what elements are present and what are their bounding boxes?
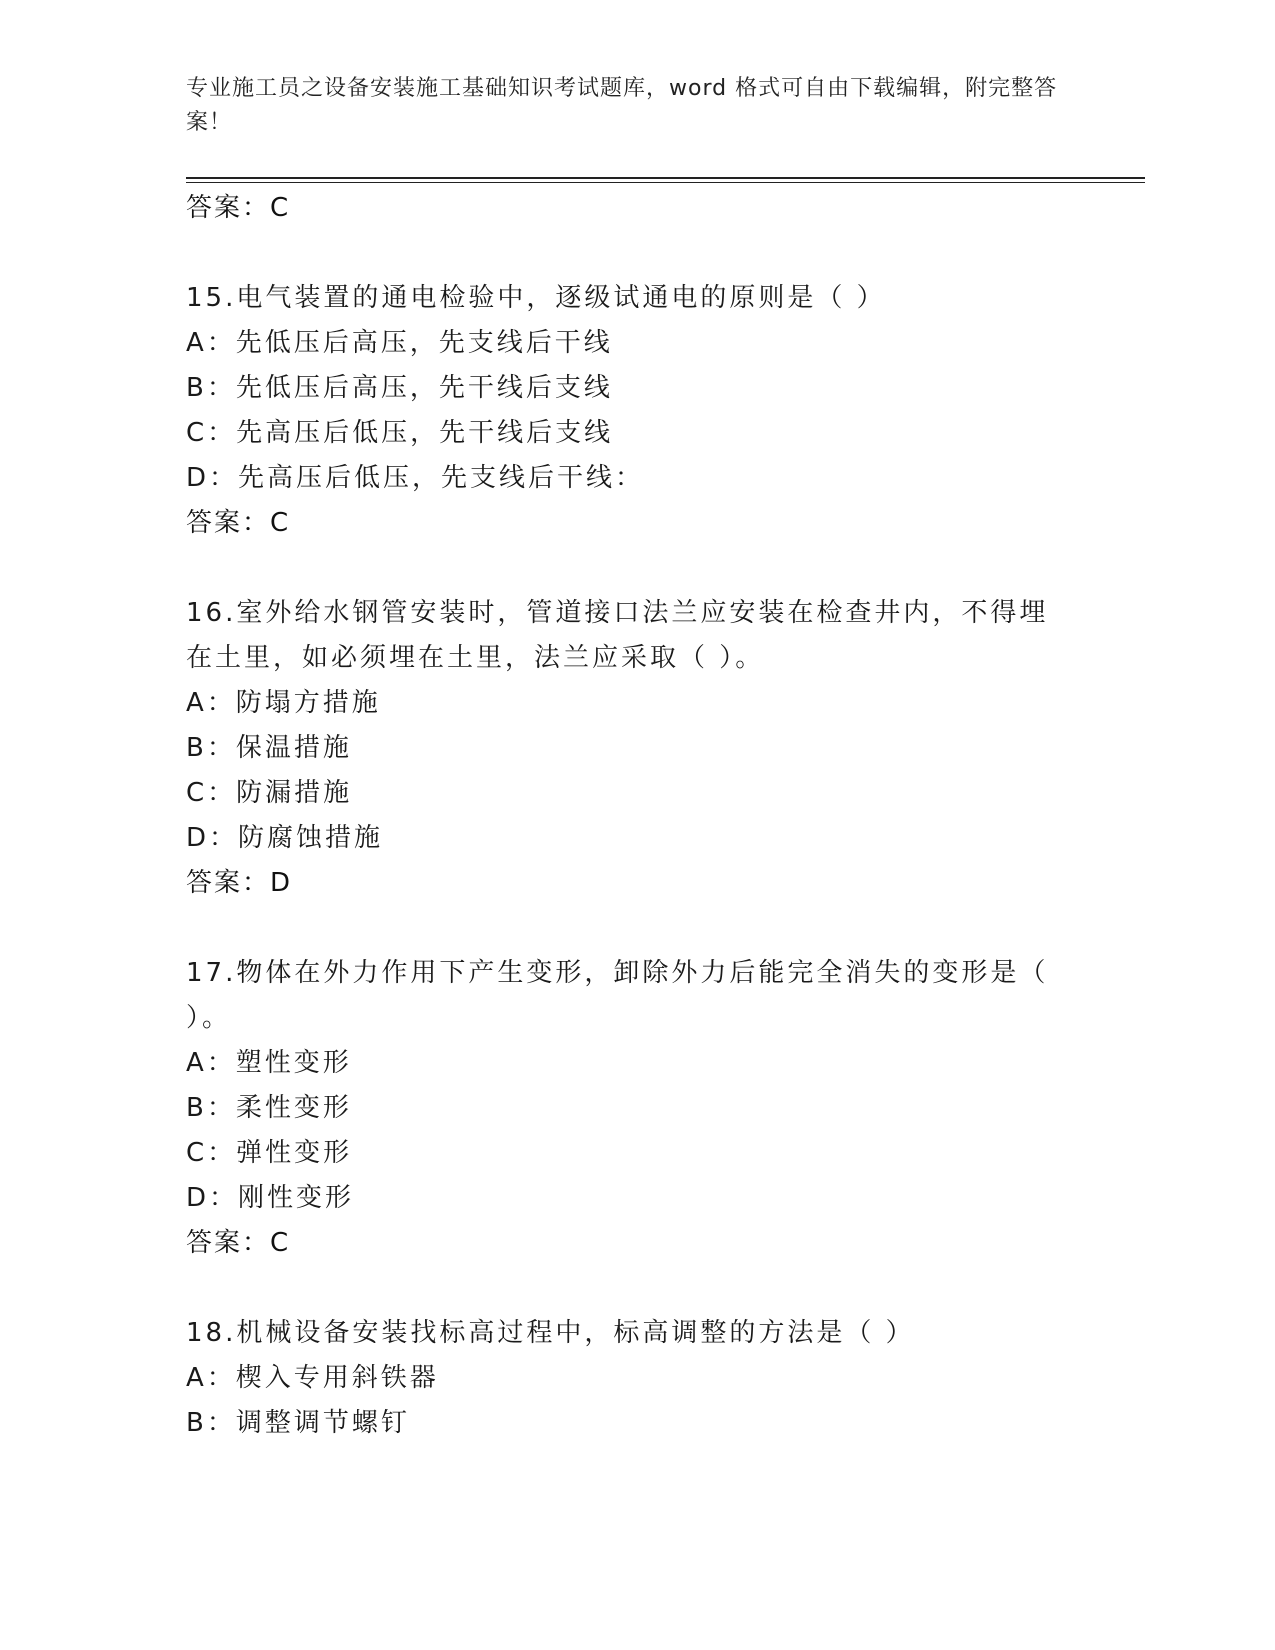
question-item [186,276,1086,546]
option-b: B：柔性变形 [186,1093,352,1123]
option-b: B：保温措施 [186,733,352,763]
option-c: C：防漏措施 [186,778,353,808]
header-note: 专业施工员之设备安装施工基础知识考试题库，word 格式可自由下载编辑，附完整答案！ [186,76,1058,135]
spacer [186,906,1086,951]
question-list [186,186,1086,1446]
option-b: B：调整调节螺钉 [186,1408,410,1438]
question-item [186,951,1086,1266]
option-d: D：先高压后低压，先支线后干线： [186,463,645,493]
question-stem: 17.物体在外力作用下产生变形，卸除外力后能完全消失的变形是（ ）。 [186,958,1049,1033]
question-item [186,1311,1086,1446]
spacer [186,1266,1086,1311]
header-rule-thin [186,182,1145,183]
question-stem: 15.电气装置的通电检验中，逐级试通电的原则是（ ） [186,283,886,313]
option-a: A：防塌方措施 [186,688,381,718]
question-item [186,591,1086,906]
option-c: C：弹性变形 [186,1138,353,1168]
answer-line: 答案：C [186,1228,291,1258]
option-b: B：先低压后高压，先干线后支线 [186,373,613,403]
option-d: D：防腐蚀措施 [186,823,384,853]
option-a: A：楔入专用斜铁器 [186,1363,439,1393]
question-stem: 18.机械设备安装找标高过程中，标高调整的方法是（ ） [186,1318,915,1348]
answer-line: 答案：D [186,868,293,898]
spacer [186,546,1086,591]
option-d: D：刚性变形 [186,1183,355,1213]
previous-answer: 答案：C [186,193,291,223]
option-a: A：先低压后高压，先支线后干线 [186,328,613,358]
header-rule-thick [186,177,1145,179]
question-stem: 16.室外给水钢管安装时，管道接口法兰应安装在检查井内，不得埋在土里，如必须埋在土里，法兰应采取（ ）。 [186,598,1049,673]
option-a: A：塑性变形 [186,1048,352,1078]
option-c: C：先高压后低压，先干线后支线 [186,418,614,448]
answer-line: 答案：C [186,508,291,538]
spacer [186,231,1086,276]
